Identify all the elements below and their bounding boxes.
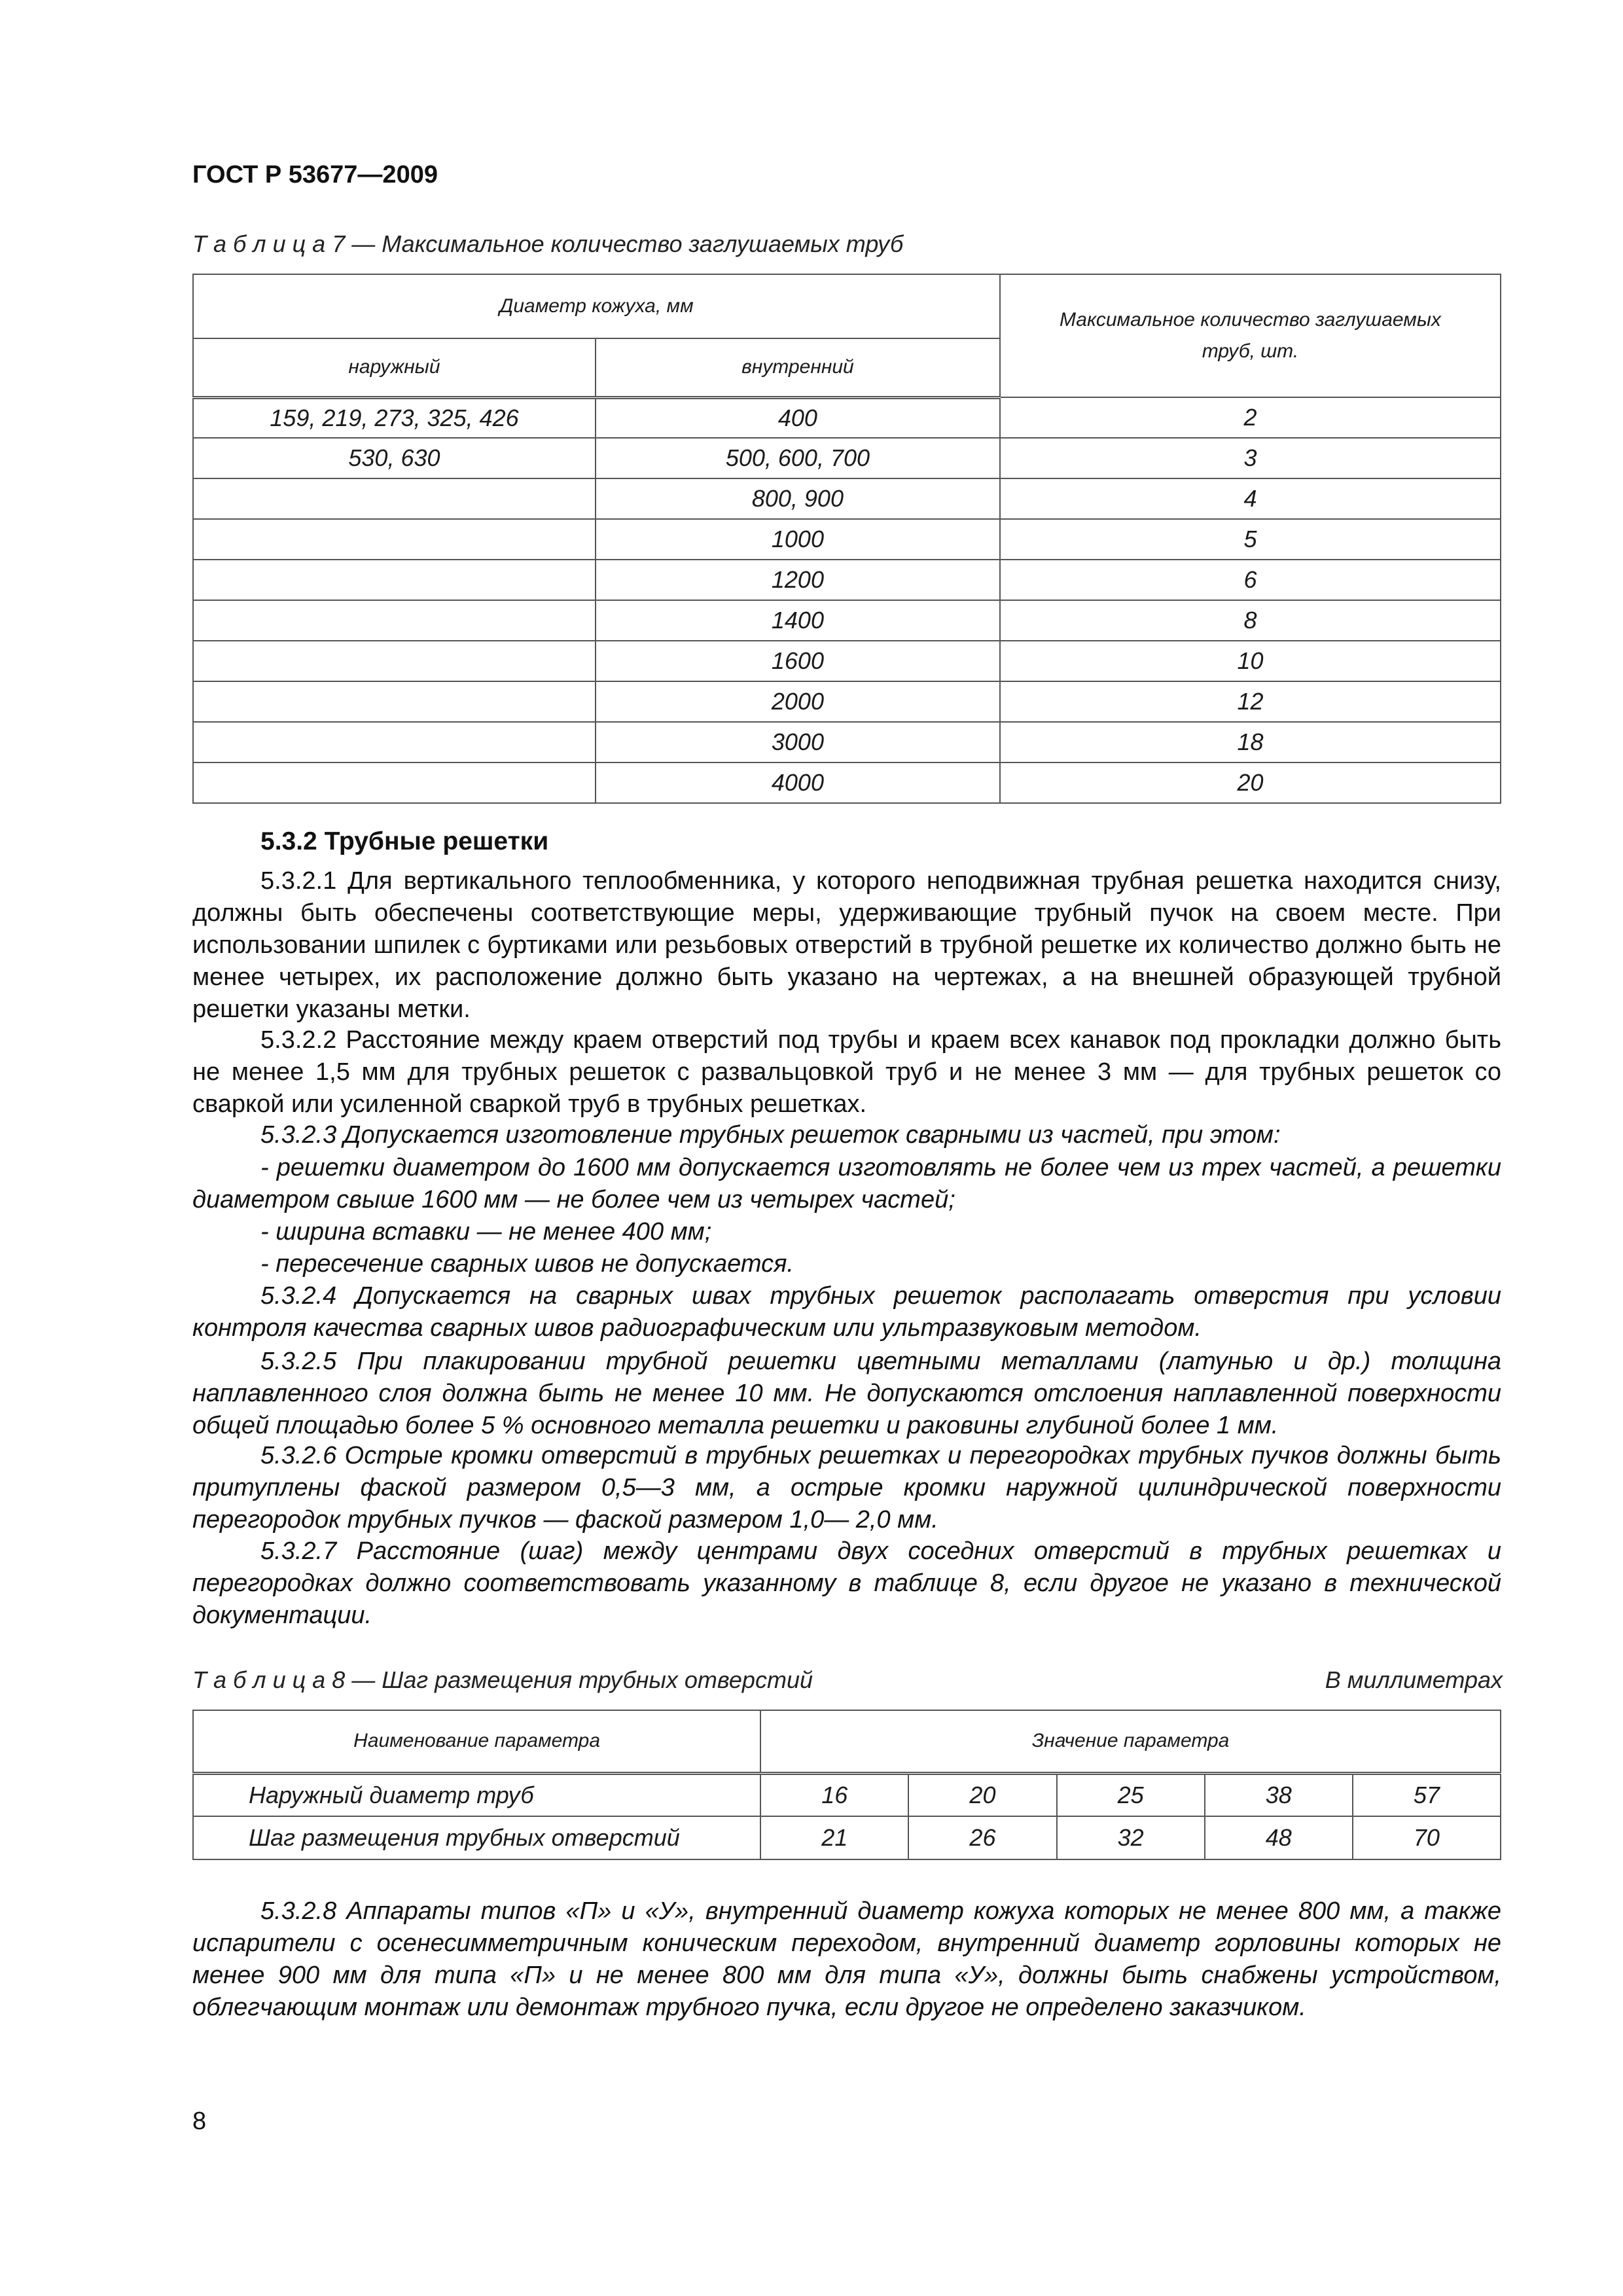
table8-caption: Т а б л и ц а 8 — Шаг размещения трубных отверстий [192, 1666, 813, 1693]
table7-cell-count: 5 [1000, 519, 1501, 560]
document-id-header: ГОСТ Р 53677—2009 [192, 161, 438, 188]
table7-header-max-count: Максимальное количество заглушаемых труб, шт. [1000, 274, 1501, 397]
table8-param-name: Наружный диаметр труб [193, 1773, 760, 1816]
table7-caption: Т а б л и ц а 7 — Максимальное количество заглушаемых труб [192, 230, 904, 257]
table8-hole-pitch [192, 1710, 1501, 1860]
table7-header-outer: наружный [193, 338, 596, 397]
table7-cell-outer [193, 762, 596, 803]
bullet-item: - ширина вставки — не менее 400 мм; [260, 1218, 712, 1246]
table-row [193, 641, 1501, 681]
bullet-item: - решетки диаметром до 1600 мм допускается изготовлять не более чем из трех частей, а решетки диаметром свыше 1600 мм — не более чем из четырех частей; [192, 1154, 1501, 1213]
table-row [193, 519, 1501, 560]
table8-value-cell: 57 [1353, 1773, 1501, 1816]
table7-cell-inner: 500, 600, 700 [596, 438, 1000, 478]
table8-value-cell: 21 [760, 1816, 908, 1859]
table7-cell-outer [193, 519, 596, 560]
paragraph-5-3-2-6: 5.3.2.6 Острые кромки отверстий в трубных решетках и перегородках трубных пучков должны быть притуплены фаской размером 0,5—3 мм, а острые кромки наружной цилиндрической поверхности перегородок трубных пучков — фаской размером 1,0— 2,0 мм. [192, 1442, 1501, 1534]
paragraph-5-3-2-3: 5.3.2.3 Допускается изготовление трубных решеток сварными из частей, при этом: [260, 1121, 1281, 1149]
table8-value-cell: 48 [1205, 1816, 1353, 1859]
table8-param-name: Шаг размещения трубных отверстий [193, 1816, 760, 1859]
table8-value-cell: 26 [908, 1816, 1056, 1859]
table8-value-cell: 70 [1353, 1816, 1501, 1859]
table8-header-value: Значение параметра [760, 1710, 1501, 1773]
table7-cell-inner: 1000 [596, 519, 1000, 560]
table7-cell-count: 4 [1000, 478, 1501, 519]
table-row [193, 560, 1501, 600]
table8-value-cell: 25 [1057, 1773, 1205, 1816]
table7-cell-inner: 1600 [596, 641, 1000, 681]
table8-value-cell: 38 [1205, 1773, 1353, 1816]
table-row [193, 722, 1501, 762]
table7-cell-outer [193, 641, 596, 681]
table7-cell-outer: 530, 630 [193, 438, 596, 478]
table7-cell-outer [193, 478, 596, 519]
table7-cell-inner: 400 [596, 397, 1000, 438]
paragraph-5-3-2-8: 5.3.2.8 Аппараты типов «П» и «У», внутренний диаметр кожуха которых не менее 800 мм, а также испарители с осенесимметричным коническим переходом, внутренний диаметр горловины которых не менее 900 мм для типа «П» и не менее 800 мм для типа «У», должны быть снабжены устройством, облегчающим монтаж или демонтаж трубного пучка, если другое не определено заказчиком. [192, 1897, 1501, 2021]
table8-value-cell: 20 [908, 1773, 1056, 1816]
paragraph-5-3-2-5: 5.3.2.5 При плакировании трубной решетки цветными металлами (латунью и др.) толщина наплавленного слоя должна быть не менее 10 мм. Не допускаются отслоения наплавленной поверхности общей площадью более 5 % основного металла решетки и раковины глубиной более 1 мм. [192, 1348, 1501, 1439]
table7-cell-inner: 3000 [596, 722, 1000, 762]
table-row [193, 762, 1501, 803]
table7-cell-inner: 2000 [596, 681, 1000, 722]
table7-cell-inner: 1400 [596, 600, 1000, 641]
bullet-item: - пересечение сварных швов не допускается. [260, 1250, 794, 1278]
table7-cell-count: 12 [1000, 681, 1501, 722]
table-row [193, 681, 1501, 722]
table7-cell-count: 18 [1000, 722, 1501, 762]
table7-cell-inner: 4000 [596, 762, 1000, 803]
page-number: 8 [192, 2108, 207, 2135]
table7-cell-count: 3 [1000, 438, 1501, 478]
table-row [193, 397, 1501, 438]
table8-value-cell: 16 [760, 1773, 908, 1816]
table8-value-cell: 32 [1057, 1816, 1205, 1859]
table7-max-plugged-tubes [192, 274, 1501, 804]
table7-cell-outer [193, 600, 596, 641]
table7-cell-outer [193, 560, 596, 600]
table-row [193, 478, 1501, 519]
table7-body [193, 397, 1501, 803]
table7-cell-outer: 159, 219, 273, 325, 426 [193, 397, 596, 438]
table7-cell-outer [193, 681, 596, 722]
table7-cell-count: 20 [1000, 762, 1501, 803]
paragraph-5-3-2-2: 5.3.2.2 Расстояние между краем отверстий под трубы и краем всех канавок под прокладки должно быть не менее 1,5 мм для трубных решеток с развальцовкой труб и не менее 3 мм — для трубных решеток со сваркой или усиленной сваркой труб в трубных решетках. [192, 1026, 1501, 1118]
table-row [193, 600, 1501, 641]
table7-cell-outer [193, 722, 596, 762]
paragraph-5-3-2-1: 5.3.2.1 Для вертикального теплообменника, у которого неподвижная трубная решетка находится снизу, должны быть обеспечены соответствующие меры, удерживающие трубный пучок на своем месте. При использовании шпилек с буртиками или резьбовых отверстий в трубной решетке их количество должно быть не менее четырех, их расположение должно быть указано на чертежах, а на внешней образующей трубной решетки указаны метки. [192, 867, 1501, 1023]
table-row [193, 438, 1501, 478]
table7-cell-count: 2 [1000, 397, 1501, 438]
paragraph-5-3-2-7: 5.3.2.7 Расстояние (шаг) между центрами двух соседних отверстий в трубных решетках и перегородках должно соответствовать указанному в таблице 8, если другое не указано в технической документации. [192, 1537, 1501, 1629]
table7-cell-inner: 800, 900 [596, 478, 1000, 519]
table7-header-shell-diameter: Диаметр кожуха, мм [193, 274, 1000, 338]
table8-header-param: Наименование параметра [193, 1710, 760, 1773]
table-row [193, 1816, 1501, 1859]
table7-cell-count: 10 [1000, 641, 1501, 681]
table-row [193, 1773, 1501, 1816]
table8-units: В миллиметрах [1325, 1666, 1503, 1693]
table7-cell-inner: 1200 [596, 560, 1000, 600]
section-title: 5.3.2 Трубные решетки [260, 827, 549, 855]
table7-cell-count: 6 [1000, 560, 1501, 600]
table7-cell-count: 8 [1000, 600, 1501, 641]
paragraph-5-3-2-4: 5.3.2.4 Допускается на сварных швах трубных решеток располагать отверстия при условии контроля качества сварных швов радиографическим или ультразвуковым методом. [192, 1282, 1501, 1342]
table7-header-inner: внутренний [596, 338, 1000, 397]
